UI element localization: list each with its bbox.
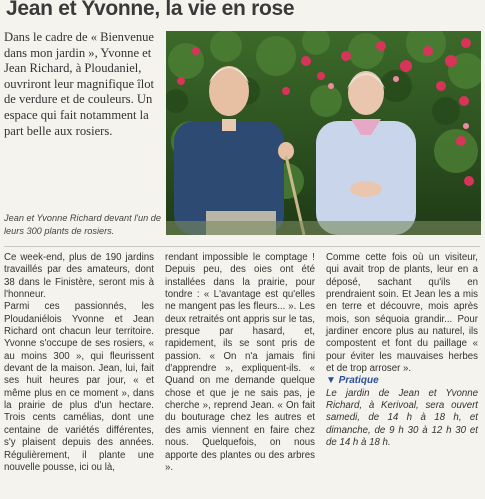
pratique-heading: ▼ Pratique: [326, 375, 379, 387]
column-2: [165, 252, 315, 474]
garden-couple-photo: [166, 31, 481, 235]
separator-rule: [4, 246, 480, 247]
col2-body: rendant impossible le comptage ! Depuis peu, des oies ont été installées dans la prairie, pour tondre : « L'avantage est qu'elles ne mangent pas les fleurs... ». Les deux retraités ont appris sur le tas, presque par hasard, et, rapidement, ils se sont pris de passion. « On n'a jamais fini d'apprendre », expliquent-ils. « Quand on me demande quelque chose et que je ne sais pas, je cherche », reprend Jean. « On fait du bouturage chez les autres et des amis viennent en faire chez nous. Quelquefois, on nous apporte des plantes ou des arbres ».: [165, 252, 315, 473]
article-photo: [166, 31, 481, 235]
column-3: [326, 252, 478, 450]
pratique-info: Le jardin de Jean et Yvonne Richard, à Kerivoal, sera ouvert samedi, de 14 h à 18 h, et dimanche, de 9 h 30 à 12 h 30 et de 14 h à 18 h.: [326, 387, 478, 449]
headline: Jean et Yvonne, la vie en rose: [6, 0, 295, 20]
col1-body: Parmi ces passionnés, les Ploudaniélois Yvonne et Jean Richard ont chacun leur territoire. Yvonne s'occupe de ses rosiers, « au moins 300 », qui fleurissent devant de la maison. Jean, lui, fait ses huit heures par jour, « et même plus en ce moment », dans la prairie de plus d'un hectare. Trois cents camélias, dont une centaine de variétés différentes, s'y plaisent depuis des années. Régulièrement, il plante une nouvelle pousse, ici ou là,: [4, 301, 154, 473]
column-1: [4, 252, 154, 474]
col3-body: Comme cette fois où un visiteur, qui avait trop de plants, leur en a déposé, sachant qu'ils en prendraient soin. Et Jean les a mis en terre et découvre, mois après mois, son séquoia grandir... Pour jardiner encore plus au naturel, ils compostent et font du paillage « pour éviter les mauvaises herbes et de trop arroser ».: [326, 252, 478, 375]
lede-paragraph: Dans le cadre de « Bienvenue dans mon jardin », Yvonne et Jean Richard, à Ploudaniel, ouvriront leur magnifique îlot de verdure et de couleurs. Un espace qui fait notamment la part belle aux rosiers.: [4, 30, 155, 138]
col1-intro: Ce week-end, plus de 190 jardins travaillés par des amateurs, dont 38 dans le Finistère, seront mis à l'honneur.: [4, 252, 154, 301]
photo-caption: Jean et Yvonne Richard devant l'un de leurs 300 plants de rosiers.: [4, 213, 162, 236]
